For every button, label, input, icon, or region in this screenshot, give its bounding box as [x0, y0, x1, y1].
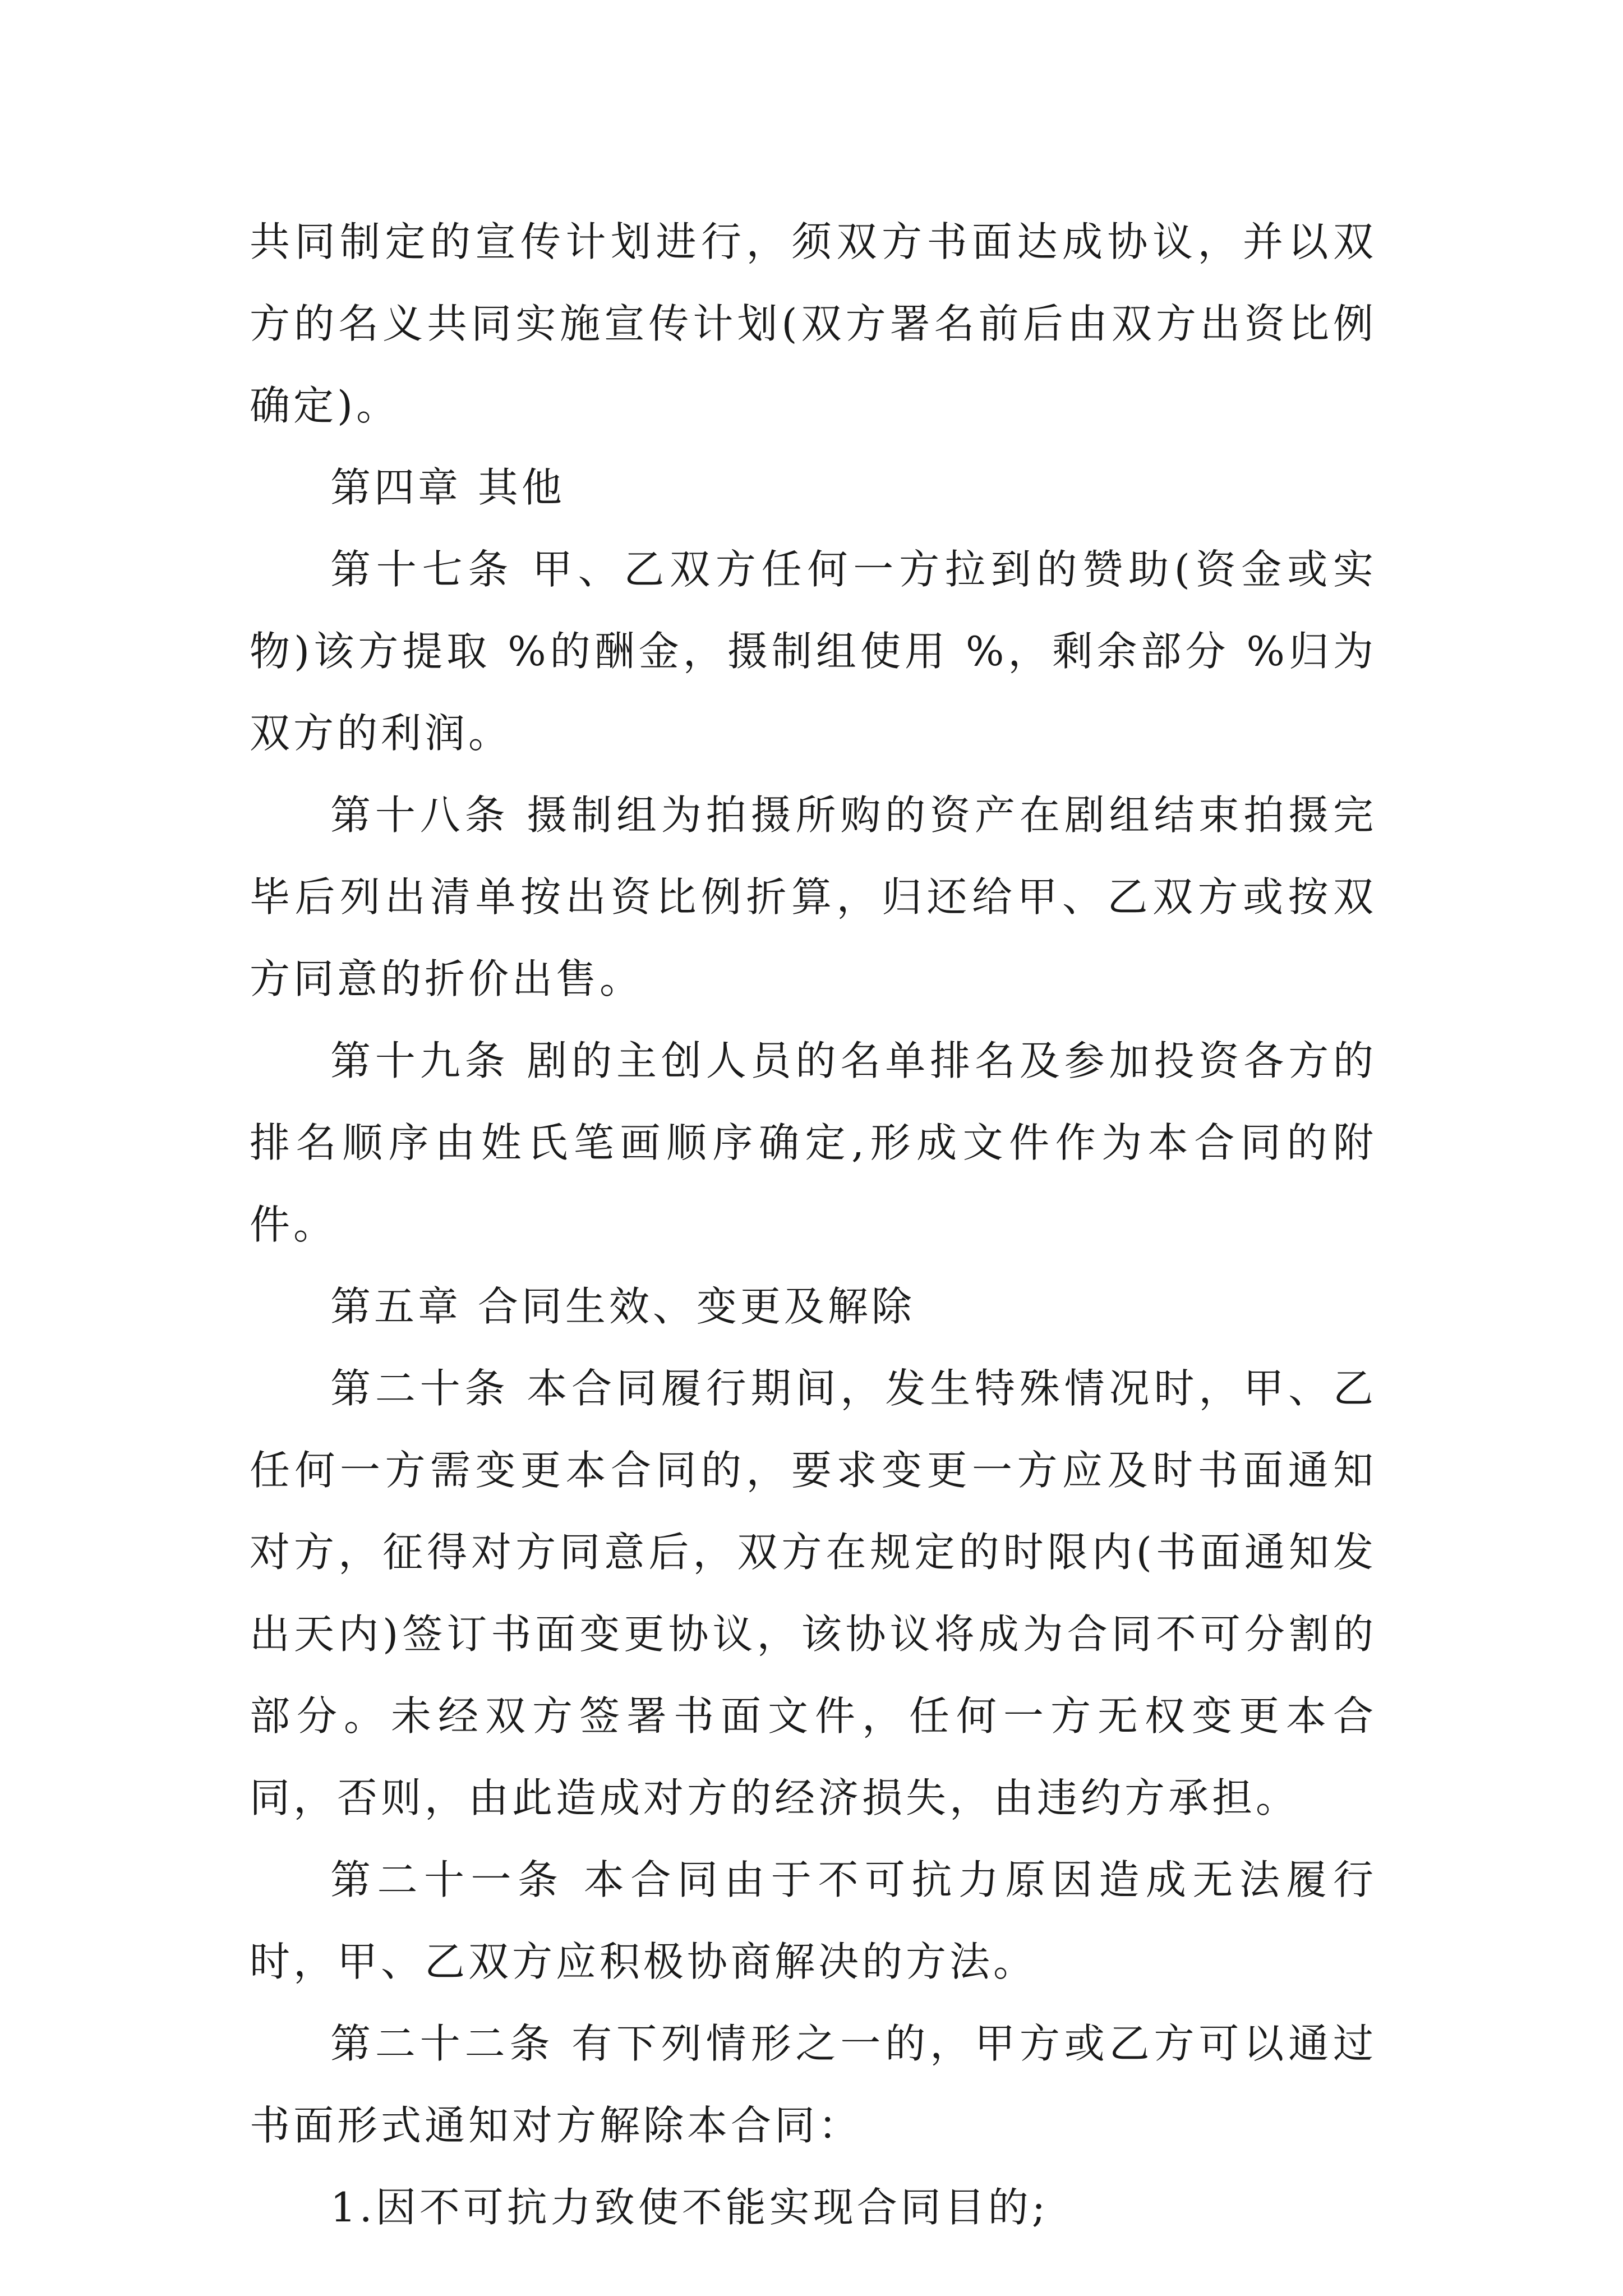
article-22: 第二十二条 有下列情形之一的，甲方或乙方可以通过书面形式通知对方解除本合同： — [250, 2020, 1377, 2149]
list-item-1: 1.因不可抗力致使不能实现合同目的; — [330, 2184, 1049, 2231]
article-21: 第二十一条 本合同由于不可抗力原因造成无法履行时，甲、乙双方应积极协商解决的方法。 — [250, 1856, 1377, 1985]
contract-body — [250, 201, 1377, 2248]
article-19: 第十九条 剧的主创人员的名单排名及参加投资各方的排名顺序由姓氏笔画顺序确定,形成文件作为本合同的附件。 — [250, 1037, 1377, 1248]
continued-paragraph: 共同制定的宣传计划进行，须双方书面达成协议，并以双方的名义共同实施宣传计划(双方署名前后由双方出资比例确定)。 — [250, 218, 1377, 429]
article-17: 第十七条 甲、乙双方任何一方拉到的赞助(资金或实物)该方提取 %的酬金，摄制组使用 %，剩余部分 %归为双方的利润。 — [250, 546, 1377, 757]
chapter-heading-5: 第五章 合同生效、变更及解除 — [330, 1283, 915, 1330]
article-18: 第十八条 摄制组为拍摄所购的资产在剧组结束拍摄完毕后列出清单按出资比例折算，归还给甲、乙双方或按双方同意的折价出售。 — [250, 792, 1377, 1002]
chapter-heading-4: 第四章 其他 — [330, 464, 565, 511]
article-20: 第二十条 本合同履行期间，发生特殊情况时，甲、乙任何一方需变更本合同的，要求变更一方应及时书面通知对方，征得对方同意后，双方在规定的时限内(书面通知发出天内)签订书面变更协议，该协议将成为合同不可分割的部分。未经双方签署书面文件，任何一方无权变更本合同，否则，由此造成对方的经济损失，由违约方承担。 — [250, 1365, 1377, 1821]
